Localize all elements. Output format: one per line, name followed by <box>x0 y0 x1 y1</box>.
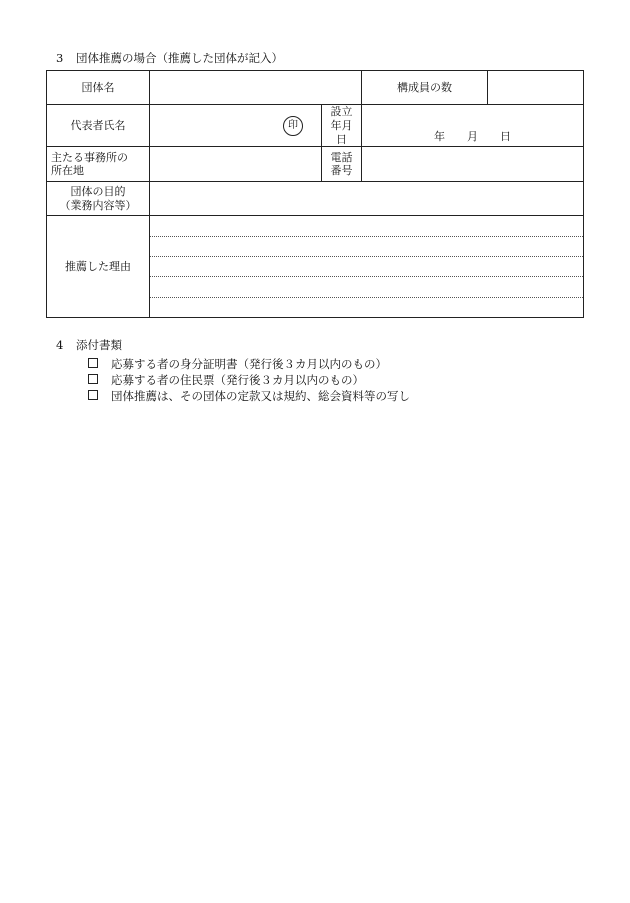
section-3-heading <box>56 50 283 66</box>
established-label-line-3: 日 <box>336 132 347 146</box>
office-label <box>47 147 150 182</box>
purpose-row <box>47 182 584 216</box>
reason-line[interactable] <box>150 237 583 257</box>
reason-field[interactable] <box>150 216 584 318</box>
phone-label-line-1: 電話 <box>330 150 353 164</box>
members-field[interactable] <box>488 71 584 105</box>
attachment-checkbox[interactable] <box>88 390 98 400</box>
rep-name-label: 代表者氏名 <box>47 105 150 147</box>
purpose-label <box>47 182 150 216</box>
attachment-checkbox[interactable] <box>88 374 98 384</box>
reason-line[interactable] <box>150 277 583 297</box>
month-label: 月 <box>467 129 478 143</box>
purpose-field[interactable] <box>150 182 584 216</box>
attachment-item-label: 団体推薦は、その団体の定款又は規約、総会資料等の写し <box>111 389 410 403</box>
attachment-item <box>88 356 410 372</box>
office-label-line-1: 主たる事務所の <box>51 150 128 164</box>
attachment-item <box>88 372 410 388</box>
office-address-field[interactable] <box>150 147 322 182</box>
office-label-line-2: 所在地 <box>51 164 84 178</box>
attachment-checkbox[interactable] <box>88 358 98 368</box>
reason-line[interactable] <box>150 298 583 317</box>
attachment-checklist <box>88 356 410 404</box>
section-4-heading <box>56 337 122 353</box>
section-3-number: 3 <box>56 51 64 65</box>
office-row <box>47 147 584 182</box>
phone-field[interactable] <box>362 147 584 182</box>
reason-line[interactable] <box>150 216 583 236</box>
reason-lines <box>150 216 583 317</box>
phone-label <box>322 147 362 182</box>
reason-label: 推薦した理由 <box>47 216 150 318</box>
established-label-line-1: 設立 <box>330 105 353 118</box>
purpose-label-line-2: （業務内容等） <box>59 198 137 212</box>
reason-line[interactable] <box>150 257 583 277</box>
attachment-item-label: 応募する者の身分証明書（発行後３カ月以内のもの） <box>111 357 387 371</box>
section-4-title: 添付書類 <box>76 338 122 352</box>
organization-recommendation-table <box>46 70 584 318</box>
org-name-label: 団体名 <box>47 71 150 105</box>
members-label: 構成員の数 <box>362 71 488 105</box>
phone-label-line-2: 番号 <box>330 164 353 178</box>
established-date-field[interactable] <box>362 105 584 147</box>
established-label <box>322 105 362 147</box>
seal-mark: 印 <box>283 116 303 136</box>
section-3-title: 団体推薦の場合（推薦した団体が記入） <box>76 51 283 65</box>
purpose-label-line-1: 団体の目的 <box>70 185 126 198</box>
org-name-field[interactable] <box>150 71 362 105</box>
rep-name-field[interactable] <box>150 105 322 147</box>
org-name-row <box>47 71 584 105</box>
attachment-item-label: 応募する者の住民票（発行後３カ月以内のもの） <box>111 373 364 387</box>
day-label: 日 <box>500 129 511 143</box>
reason-row <box>47 216 584 318</box>
established-label-line-2: 年月 <box>330 118 353 132</box>
attachment-item <box>88 388 410 404</box>
section-4-number: 4 <box>56 338 64 352</box>
year-label: 年 <box>434 129 445 143</box>
representative-row <box>47 105 584 147</box>
